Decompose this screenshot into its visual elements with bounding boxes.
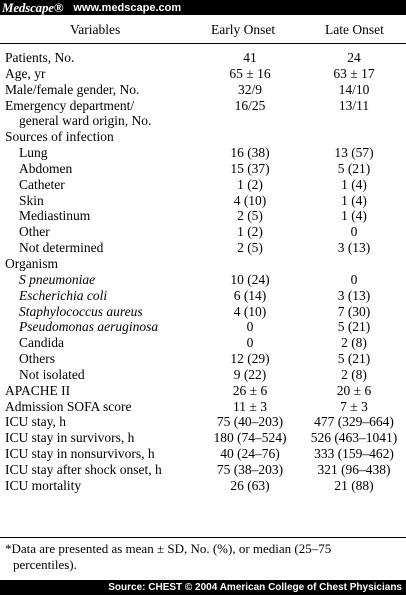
early-onset-value: 26 ± 6: [232, 382, 268, 398]
row-label: Skin: [19, 192, 44, 208]
early-onset-value: 65 ± 16: [229, 65, 271, 81]
row-label: S pneumoniae: [19, 271, 96, 287]
late-onset-value: 1 (4): [341, 192, 367, 208]
row-label: Admission SOFA score: [5, 398, 132, 414]
footnote-line-1: *Data are presented as mean ± SD, No. (%), or median (25–75: [5, 541, 332, 556]
row-label: Patients, No.: [5, 50, 75, 65]
table-row: [0, 240, 406, 256]
late-onset-value: 477 (329–664): [314, 414, 394, 430]
late-onset-value: 5 (21): [337, 319, 371, 335]
early-onset-value: 4 (10): [233, 303, 267, 319]
table-row: [0, 430, 406, 446]
header-late-onset: Late Onset: [325, 22, 384, 37]
table-row: [0, 288, 406, 304]
late-onset-value: 333 (159–462): [314, 446, 394, 462]
row-label: Emergency department/: [5, 97, 135, 113]
late-onset-value: 14/10: [338, 81, 370, 97]
late-onset-value: 526 (463–1041): [310, 430, 398, 446]
row-label: Other: [19, 224, 50, 240]
late-onset-value: 20 ± 6: [336, 382, 372, 398]
early-onset-value: 2 (5): [237, 208, 263, 224]
early-onset-value: 6 (14): [233, 287, 267, 303]
site-url[interactable]: www.medscape.com: [73, 1, 182, 14]
table-row: [0, 335, 406, 351]
late-onset-value: 63 ± 17: [333, 65, 375, 81]
late-onset-value: 5 (21): [337, 160, 371, 176]
row-label: Catheter: [19, 176, 65, 192]
early-onset-value: 75 (40–203): [216, 414, 284, 430]
early-onset-value: 180 (74–524): [213, 430, 287, 446]
table-row: [0, 193, 406, 209]
footnote-line-2: percentiles).: [13, 556, 77, 572]
header-variables: Variables: [70, 22, 121, 37]
table-row: [0, 446, 406, 462]
early-onset-value: 75 (38–203): [216, 461, 284, 477]
late-onset-value: 2 (8): [341, 366, 367, 382]
row-label: Age, yr: [5, 65, 46, 81]
late-onset-value: 1 (4): [341, 208, 367, 224]
row-label: Others: [19, 351, 55, 367]
table-row: [0, 50, 406, 66]
early-onset-value: 26 (63): [230, 477, 270, 493]
table-row: [0, 304, 406, 320]
late-onset-value: 13 (57): [334, 145, 374, 161]
early-onset-value: 0: [246, 335, 254, 351]
row-label: Staphylococcus aureus: [19, 303, 143, 319]
late-onset-value: 7 (30): [337, 303, 371, 319]
table-body: [0, 50, 406, 494]
late-onset-value: 2 (8): [341, 335, 367, 351]
early-onset-value: 16/25: [234, 97, 266, 113]
late-onset-value: 0: [350, 224, 358, 240]
early-onset-value: 11 ± 3: [233, 398, 267, 414]
row-label: ICU stay, h: [5, 414, 66, 430]
row-label: APACHE II: [5, 382, 71, 398]
row-label: Not determined: [19, 240, 104, 256]
early-onset-value: 1 (2): [237, 176, 263, 192]
row-label: Mediastinum: [19, 208, 91, 224]
early-onset-value: 15 (37): [230, 160, 270, 176]
table-row: [0, 319, 406, 335]
late-onset-value: 3 (13): [337, 287, 371, 303]
row-label: Male/female gender, No.: [5, 81, 140, 97]
table-divider: [0, 537, 406, 538]
table-row: [0, 272, 406, 288]
early-onset-value: 2 (5): [237, 240, 263, 256]
table-row: [0, 208, 406, 224]
source-bar: [0, 580, 406, 595]
row-label: ICU mortality: [5, 477, 82, 493]
table-row: [0, 177, 406, 193]
early-onset-value: 32/9: [237, 81, 262, 97]
table-row: [0, 145, 406, 161]
early-onset-value: 9 (22): [233, 366, 267, 382]
row-label: Abdomen: [19, 160, 73, 176]
early-onset-value: 1 (2): [237, 224, 263, 240]
row-label: ICU stay after shock onset, h: [5, 461, 162, 477]
early-onset-value: 40 (24–76): [220, 446, 280, 462]
row-label: ICU stay in survivors, h: [5, 430, 135, 446]
table-row: [0, 224, 406, 240]
table-row: [0, 66, 406, 82]
early-onset-value: 16 (38): [230, 145, 270, 161]
table-row: [0, 367, 406, 383]
source-text: Source: CHEST © 2004 American College of Chest Physicians: [108, 582, 402, 593]
early-onset-value: 0: [246, 319, 254, 335]
table-footnote: [5, 541, 401, 572]
late-onset-value: 3 (13): [337, 240, 371, 256]
table-row: [0, 478, 406, 494]
table-row: [0, 98, 406, 114]
late-onset-value: 13/11: [338, 97, 370, 113]
table-row: [0, 462, 406, 478]
row-label: Not isolated: [19, 366, 85, 382]
header-early-onset: Early Onset: [211, 22, 276, 37]
table-row: [0, 351, 406, 367]
row-label: ICU stay in nonsurvivors, h: [5, 446, 155, 462]
table-header: [0, 15, 406, 44]
row-label: Escherichia coli: [19, 287, 108, 303]
row-label: Organism: [5, 255, 58, 271]
row-label: general ward origin, No.: [19, 113, 152, 129]
table-row: [0, 161, 406, 177]
table-row: [0, 414, 406, 430]
table-row: [0, 383, 406, 399]
late-onset-value: 5 (21): [337, 351, 371, 367]
early-onset-value: 12 (29): [230, 351, 270, 367]
row-label: Sources of infection: [5, 129, 114, 145]
row-label: Pseudomonas aeruginosa: [19, 319, 159, 335]
early-onset-value: 4 (10): [233, 192, 267, 208]
row-label: Candida: [19, 335, 64, 351]
table-row: [0, 113, 406, 129]
late-onset-value: 7 ± 3: [340, 398, 368, 414]
late-onset-value: 21 (88): [334, 477, 374, 493]
medscape-banner: [0, 0, 406, 15]
row-label: Lung: [19, 145, 48, 161]
table-row: [0, 399, 406, 415]
late-onset-value: 321 (96–438): [317, 461, 391, 477]
early-onset-value: 41: [243, 50, 257, 65]
late-onset-value: 1 (4): [341, 176, 367, 192]
late-onset-value: 0: [350, 271, 358, 287]
table-row: [0, 256, 406, 272]
medscape-logo: Medscape®: [2, 0, 64, 15]
table-row: [0, 129, 406, 145]
table-row: [0, 82, 406, 98]
late-onset-value: 24: [347, 50, 361, 65]
early-onset-value: 10 (24): [230, 271, 270, 287]
